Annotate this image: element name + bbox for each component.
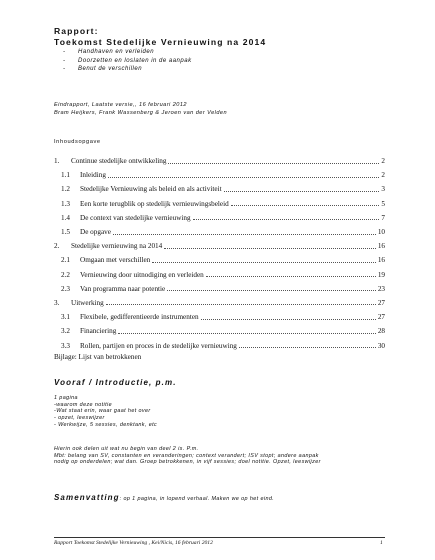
subtitle-item-text: Doorzetten en loslaten in de aanpak [78, 57, 192, 64]
toc-entry-label: Omgaan met verschillen [80, 256, 151, 265]
dash-marker: - [63, 66, 66, 73]
section-heading-vooraf: Vooraf / Introductie, p.m. [54, 378, 177, 387]
toc-entry-page: 30 [377, 341, 385, 350]
subtitle-item [63, 57, 192, 66]
toc-entry-number: 1. [54, 157, 60, 166]
toc-entry-number: 1.1 [61, 171, 70, 180]
toc-entry-number: 3.1 [61, 313, 70, 322]
subtitle-item [63, 48, 192, 57]
toc-entry[interactable] [54, 182, 385, 196]
note-line: -waarom deze notitie [54, 401, 113, 408]
toc-entry[interactable] [54, 310, 385, 324]
toc-entry-page: 28 [377, 327, 385, 336]
toc-entry-number: 1.4 [61, 213, 70, 222]
toc-entry-page: 23 [377, 284, 385, 293]
toc-entry-label: Van programma naar potentie [80, 284, 166, 293]
toc-entry[interactable] [54, 239, 385, 253]
footer-text: Rapport Toekomst Stedelijke Vernieuwing , Kei/Nicis, 16 februari 2012 [54, 540, 213, 546]
page-number: 1 [380, 540, 383, 546]
toc-entry-label: Rollen, partijen en proces in de stedelijke vernieuwing [80, 341, 237, 350]
vooraf-notes [54, 395, 157, 429]
toc-entry-number: 3.3 [61, 341, 70, 350]
toc-leader-dots [167, 290, 376, 291]
toc-leader-dots [206, 276, 376, 277]
toc-entry[interactable] [54, 282, 385, 296]
toc-entry-page: 16 [377, 242, 385, 251]
note-line: 1 pagina [54, 395, 78, 401]
toc-entry-page: 2 [381, 171, 385, 180]
toc-entry-label: De opgave [80, 228, 111, 237]
table-of-contents [54, 154, 385, 353]
dash-marker: - [63, 57, 66, 64]
toc-leader-dots [113, 234, 376, 235]
section-heading-samenvatting: Samenvatting [54, 493, 120, 502]
note-line: Hierin ook delen uit wat nu begin van deel 2 is. P.m. [54, 446, 199, 452]
toc-entry-label: De context van stedelijke vernieuwing [80, 213, 191, 222]
toc-entry-number: 1.5 [61, 228, 70, 237]
toc-leader-dots [118, 333, 375, 334]
toc-leader-dots [152, 262, 376, 263]
toc-leader-dots [164, 248, 376, 249]
toc-entry-label: Stedelijke vernieuwing na 2014 [71, 242, 163, 251]
note-line: nodig op onderdelen; wat dan. Groep betrokkenen, in vijf sessies; doel notitie. Opzet, leeswijzer [54, 459, 321, 466]
footer-divider [54, 537, 385, 538]
toc-entry-page: 7 [381, 213, 385, 222]
note-line: - Werkwijze, 5 sessies, denktank, etc [54, 421, 158, 428]
toc-entry-page: 10 [377, 228, 385, 237]
samenvatting-text: : op 1 pagina, in lopend verhaal. Maken we op het eind. [119, 496, 275, 502]
toc-entry-page: 3 [381, 185, 385, 194]
toc-entry-label: Een korte terugblik op stedelijk vernieuwingsbeleid [80, 199, 229, 208]
toc-entry-number: 2. [54, 242, 60, 251]
toc-leader-dots [231, 205, 380, 206]
note-line: - opzet, leeswijzer [54, 415, 105, 422]
subtitle-list [63, 48, 192, 74]
toc-entry[interactable] [54, 197, 385, 211]
toc-entry[interactable] [54, 211, 385, 225]
toc-entry[interactable] [54, 324, 385, 338]
toc-entry-number: 1.2 [61, 185, 70, 194]
toc-entry-label: Inleiding [80, 171, 106, 180]
toc-entry-number: 3. [54, 298, 60, 307]
toc-heading: Inhoudsopgave [54, 139, 101, 145]
vooraf-remarks [54, 446, 384, 466]
toc-entry-number: 2.1 [61, 256, 70, 265]
toc-entry[interactable] [54, 253, 385, 267]
toc-leader-dots [108, 177, 379, 178]
toc-leader-dots [106, 304, 376, 305]
version-line: Eindrapport, Laatste versie,, 16 februari 2012 [54, 102, 187, 108]
toc-entry-number: 3.2 [61, 327, 70, 336]
toc-leader-dots [239, 347, 376, 348]
toc-entry-label: Continue stedelijke ontwikkeling [71, 157, 167, 166]
toc-entry-label: Uitwerking [71, 298, 104, 307]
toc-entry[interactable] [54, 154, 385, 168]
toc-entry-label: Financiering [80, 327, 117, 336]
toc-entry-page: 2 [381, 157, 385, 166]
subtitle-item-text: Handhaven en verleiden [78, 49, 155, 55]
toc-entry-page: 27 [377, 313, 385, 322]
toc-entry-page: 5 [381, 199, 385, 208]
toc-leader-dots [193, 219, 380, 220]
toc-entry-number: 2.2 [61, 270, 70, 279]
toc-entry-number: 1.3 [61, 199, 70, 208]
toc-entry-number: 2.3 [61, 284, 70, 293]
report-title: Toekomst Stedelijke Vernieuwing na 2014 [54, 37, 267, 47]
toc-entry-label: Vernieuwing door uitnodiging en verleiden [80, 270, 204, 279]
note-line: Mbt: belang van SV, constanten en veranderingen; context verandert; ISV stopt; andere aanpak [54, 452, 319, 459]
toc-entry[interactable] [54, 296, 385, 310]
toc-leader-dots [168, 163, 379, 164]
toc-entry[interactable] [54, 268, 385, 282]
subtitle-item-text: Benut de verschillen [78, 66, 143, 73]
report-label: Rapport: [54, 26, 99, 36]
toc-entry-page: 27 [377, 298, 385, 307]
toc-appendix[interactable]: Bijlage: Lijst van betrokkenen [54, 353, 142, 361]
subtitle-item [63, 65, 192, 74]
toc-entry[interactable] [54, 225, 385, 239]
authors-line: Bram Heijkers, Frank Wassenberg & Jeroen van der Velden [54, 110, 228, 116]
toc-entry-label: Stedelijke Vernieuwing als beleid en als activiteit [80, 185, 222, 194]
dash-marker: - [63, 49, 66, 55]
toc-entry[interactable] [54, 168, 385, 182]
samenvatting-line [54, 487, 274, 505]
toc-entry-page: 19 [377, 270, 385, 279]
toc-entry-label: Flexibele, gedifferentieerde instrumenten [80, 313, 199, 322]
note-line: -Wat staat erin, waar gaat het over [54, 408, 151, 415]
toc-leader-dots [224, 191, 380, 192]
toc-entry-page: 16 [377, 256, 385, 265]
toc-leader-dots [201, 319, 376, 320]
